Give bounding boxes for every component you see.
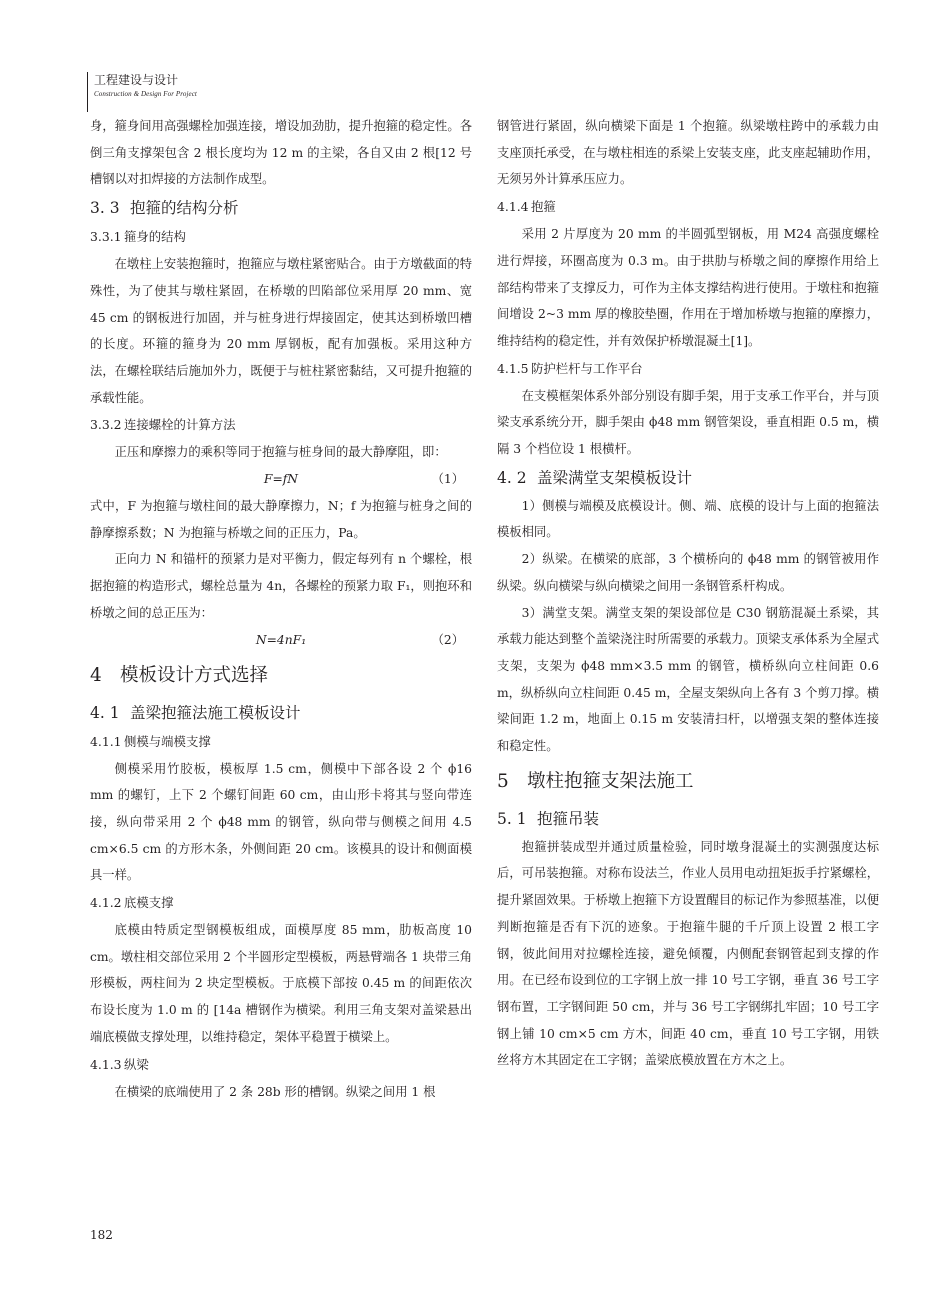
subsection-heading-4-1-2: 4.1.2 底模支撑	[90, 895, 174, 911]
paragraph-continued: 身，箍身间用高强螺栓加强连接，增设加劲肋，提升抱箍的稳定性。各倒三角支撑架包含 2 根长度均为 12 m 的主梁，各自又由 2 根[12 号槽钢以对扣焊接的方法制作成型。	[90, 119, 472, 187]
paragraph: 侧模采用竹胶板，模板厚 1.5 cm，侧模中下部各设 2 个 ϕ16 mm 的螺钉，上下 2 个螺钉间距 60 cm，由山形卡将其与竖向带连接，纵向带采用 2 个 ϕ48 mm 的钢管，纵向带与侧模之间用 4.5 cm×6.5 cm 的方形木条，外侧间距 20 cm。该模具的设计和侧面模具一样。	[90, 761, 472, 883]
journal-title-cn: 工程建设与设计	[94, 73, 179, 87]
subsection-heading-3-3-1: 3.3.1 箍身的结构	[90, 229, 186, 245]
subsection-heading-4-1-4: 4.1.4 抱箍	[497, 199, 556, 215]
equation-number: （1）	[431, 472, 464, 487]
section-heading-4-2: 4. 2 盖梁满堂支架模板设计	[497, 468, 693, 487]
equation-2	[90, 627, 472, 654]
paragraph: 正压和摩擦力的乘积等同于抱箍与桩身间的最大静摩阻，即：	[114, 445, 447, 460]
paragraph: 底模由特质定型钢模板组成，面模厚度 85 mm，肋板高度 10 cm。墩柱相交部位采用 2 个半圆形定型模板，两悬臂端各 1 块带三角形模板，两柱间为 2 块定型模板。于底模下部按 0.45 m 的间距依次布设长度为 1.0 m 的 [14a 槽钢作为横梁。利用三角支架对盖梁悬出端底模做支撑处理，以维持稳定，架体平稳置于横梁上。	[90, 923, 472, 1044]
section-heading-3-3: 3. 3 抱箍的结构分析	[90, 199, 239, 218]
paragraph: 式中，F 为抱箍与墩柱间的最大静摩擦力，N；f 为抱箍与桩身之间的静摩擦系数；N 为抱箍与桥墩之间的正压力，Pa。	[90, 499, 472, 540]
paragraph: 1）侧模与端模及底模设计。侧、端、底模的设计与上面的抱箍法模板相同。	[497, 498, 879, 540]
left-column	[90, 113, 472, 1105]
subsection-heading-4-1-1: 4.1.1 侧模与端模支撑	[90, 733, 211, 749]
right-column	[497, 113, 879, 1074]
paragraph: 抱箍拼装成型并通过质量检验，同时墩身混凝土的实测强度达标后，可吊装抱箍。对称布设法兰，作业人员用电动扭矩扳手拧紧螺栓，提升紧固效果。于桥墩上抱箍下方设置醒目的标记作为参照基准，以便判断抱箍是否有下沉的迹象。于抱箍牛腿的千斤顶上设置 2 根工字钢，彼此间用对拉螺栓连接，避免倾覆，内侧配套钢管起到支撑的作用。在已经布设到位的工字钢上放一排 10 号工字钢，垂直 36 号工字钢布置，工字钢间距 50 cm，并与 36 号工字钢绑扎牢固；10 号工字钢上铺 10 cm×5 cm 方木，间距 40 cm，垂直 10 号工字钢，用铁丝将方木其固定在工字钢；盖梁底模放置在方木之上。	[497, 839, 879, 1068]
section-heading-5-1: 5. 1 抱箍吊装	[497, 809, 600, 828]
section-heading-4-1: 4. 1 盖梁抱箍法施工模板设计	[90, 703, 301, 722]
journal-title-en: Construction & Design For Project	[94, 90, 197, 98]
header-divider	[87, 72, 88, 112]
paragraph: 在横梁的底端使用了 2 条 28b 形的槽钢。纵梁之间用 1 根	[114, 1084, 436, 1099]
equation-formula: N=4nF₁	[255, 632, 307, 647]
paragraph: 2）纵梁。在横梁的底部，3 个横桥向的 ϕ48 mm 的钢管被用作纵梁。纵向横梁与纵向横梁之间用一条钢管系杆构成。	[497, 552, 879, 593]
equation-1	[90, 466, 472, 493]
paragraph: 在墩柱上安装抱箍时，抱箍应与墩柱紧密贴合。由于方墩截面的特殊性，为了使其与墩柱紧固，在桥墩的凹陷部位采用厚 20 mm、宽 45 cm 的钢板进行加固，并与桩身进行焊接固定，使其达到桥墩凹槽的长度。环箍的箍身为 20 mm 厚钢板，配有加强板。采用这种方法，在螺栓联结后施加外力，既便于与桩柱紧密黏结，又可提升抱箍的承载性能。	[90, 257, 472, 405]
paragraph: 采用 2 片厚度为 20 mm 的半圆弧型钢板，用 M24 高强度螺栓进行焊接，环圈高度为 0.3 m。由于拱肋与桥墩之间的摩擦作用给上部结构带来了支撑反力，可作为主体支撑结构进行使用。于墩柱和抱箍间增设 2~3 mm 厚的橡胶垫圈，作用在于增加桥墩与抱箍的摩擦力，维持结构的稳定性，并有效保护桥墩混凝土[1]。	[497, 227, 879, 348]
subsection-heading-4-1-3: 4.1.3 纵梁	[90, 1056, 149, 1072]
subsection-heading-4-1-5: 4.1.5 防护栏杆与工作平台	[497, 360, 643, 376]
paragraph: 3）满堂支架。满堂支架的架设部位是 C30 钢筋混凝土系梁，其承载力能达到整个盖梁浇注时所需要的承载力。顶梁支承体系为全屋式支架，支架为 ϕ48 mm×3.5 mm 的钢管，横桥纵向立柱间距 0.6 m，纵桥纵向立柱间距 0.45 m，全屋支架纵向上各有 3 个剪刀撑。横梁间距 1.2 m，地面上 0.15 m 安装清扫杆，以增强支架的整体连接和稳定性。	[497, 605, 879, 754]
section-heading-4: 4 模板设计方式选择	[90, 664, 269, 686]
equation-formula: F=fN	[263, 472, 299, 487]
paragraph: 在支模框架体系外部分别设有脚手架，用于支承工作平台，并与顶梁支承系统分开，脚手架由 ϕ48 mm 钢管架设，垂直相距 0.5 m，横隔 3 个档位设 1 根横杆。	[497, 388, 879, 457]
paragraph: 正向力 N 和锚杆的预紧力是对平衡力，假定每列有 n 个螺栓，根据抱箍的构造形式，螺栓总量为 4n，各螺栓的预紧力取 F₁，则抱环和桥墩之间的总正压为：	[90, 552, 472, 620]
section-heading-5: 5 墩柱抱箍支架法施工	[497, 770, 694, 792]
paragraph-continued: 钢管进行紧固，纵向横梁下面是 1 个抱箍。纵梁墩柱跨中的承载力由支座顶托承受，在与墩柱相连的系梁上安装支座，此支座起辅助作用，无须另外计算承压应力。	[497, 119, 879, 187]
equation-number: （2）	[431, 632, 464, 647]
subsection-heading-3-3-2: 3.3.2 连接螺栓的计算方法	[90, 417, 236, 433]
running-header	[90, 72, 197, 99]
page-number: 182	[90, 1228, 113, 1242]
